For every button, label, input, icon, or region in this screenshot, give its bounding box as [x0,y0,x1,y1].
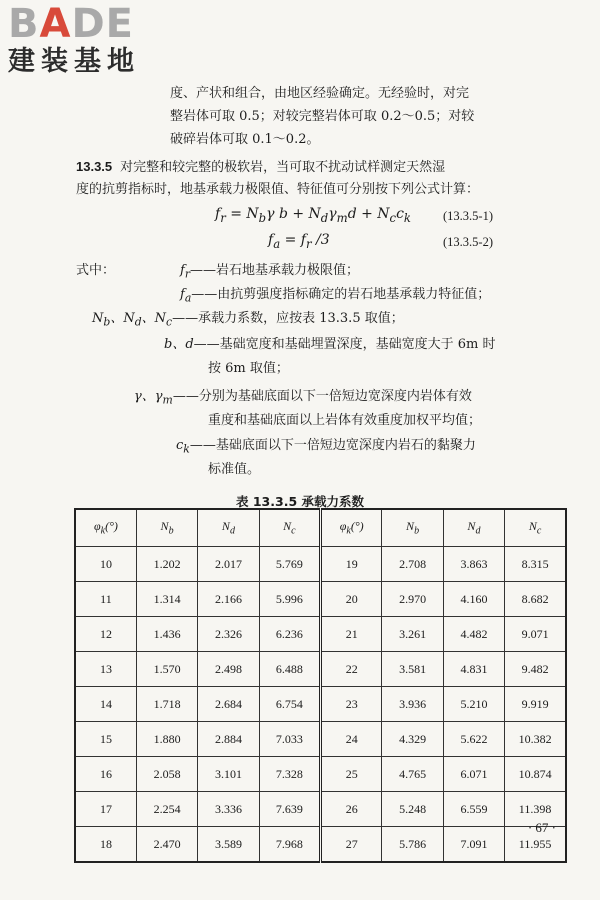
table-cell: 19 [321,547,382,582]
intro-line-2: 整岩体可取 0.5；对较完整岩体可取 0.2～0.5；对较 [170,109,475,124]
table-cell: 6.071 [443,757,504,792]
table-cell: 8.315 [505,547,566,582]
table-cell: 1.202 [136,547,197,582]
table-cell: 2.254 [136,792,197,827]
intro-line-3: 破碎岩体可取 0.1～0.2。 [170,132,320,147]
table-cell: 4.831 [443,652,504,687]
table-cell: 1.718 [136,687,197,722]
section-text-2: 度的抗剪指标时，地基承载力极限值、特征值可分别按下列公式计算： [76,182,480,197]
table-cell: 1.314 [136,582,197,617]
table-cell: 2.166 [198,582,259,617]
where-item-bd-cont: 按 6m 取值； [208,361,289,376]
logo-subtitle: 建装基地 [8,46,140,77]
table-cell: 11 [75,582,136,617]
coefficient-table [74,508,567,863]
where-item-fa: $f_a——$由抗剪强度指标确定的岩石地基承载力特征值； [180,287,491,305]
table-cell: 4.765 [382,757,443,792]
table-cell: 6.754 [259,687,320,722]
table-cell: 9.482 [505,652,566,687]
table-row [75,722,566,757]
table-cell: 2.058 [136,757,197,792]
table-cell: 2.498 [198,652,259,687]
table-cell: 24 [321,722,382,757]
table-cell: 11.955 [505,827,566,863]
where-item-n: $N_b$、$N_d$、$N_c——$承载力系数，应按表 13.3.5 取值； [92,311,404,329]
table-cell: 21 [321,617,382,652]
table-cell: 3.261 [382,617,443,652]
table-cell: 22 [321,652,382,687]
table-header-cell: $N_b$ [136,509,197,547]
where-item-fr: $f_r——$岩石地基承载力极限值； [180,263,360,281]
table-cell: 7.328 [259,757,320,792]
table-cell: 6.559 [443,792,504,827]
table-cell: 2.017 [198,547,259,582]
table-cell: 3.336 [198,792,259,827]
table-cell: 14 [75,687,136,722]
where-item-gamma: γ、$\gamma_m——$分别为基础底面以下一倍短边宽深度内岩体有效 [134,389,472,407]
table-cell: 3.863 [443,547,504,582]
table-cell: 9.919 [505,687,566,722]
table-cell: 9.071 [505,617,566,652]
table-row [75,652,566,687]
formula-1-label: (13.3.5-1) [443,209,493,223]
table-cell: 1.436 [136,617,197,652]
table-header-row [75,509,566,547]
where-item-gamma-cont: 重度和基础底面以上岩体有效重度加权平均值； [208,413,482,428]
table-cell: 3.581 [382,652,443,687]
table-header-cell: $N_d$ [443,509,504,547]
table-header-cell: $N_c$ [505,509,566,547]
table-cell: 3.936 [382,687,443,722]
table-cell: 5.248 [382,792,443,827]
table-cell: 10.874 [505,757,566,792]
table-cell: 4.329 [382,722,443,757]
table-cell: 2.970 [382,582,443,617]
table-cell: 7.091 [443,827,504,863]
table-cell: 7.639 [259,792,320,827]
table-cell: 11.398 [505,792,566,827]
table-cell: 27 [321,827,382,863]
table-cell: 16 [75,757,136,792]
table-row [75,827,566,863]
page-number: · 67 · [527,820,556,835]
table-row [75,547,566,582]
table-cell: 1.880 [136,722,197,757]
table-cell: 3.101 [198,757,259,792]
table-cell: 5.622 [443,722,504,757]
where-item-ck: $c_k——$基础底面以下一倍短边宽深度内岩石的黏聚力 [176,438,476,456]
formula-1: $f_r = N_b\gamma$ $b + N_d\gamma_md + N_cc_k$ [215,206,411,225]
table-cell: 4.482 [443,617,504,652]
table-header-cell: $N_d$ [198,509,259,547]
table-cell: 2.470 [136,827,197,863]
table-cell: 6.236 [259,617,320,652]
table-cell: 15 [75,722,136,757]
table-cell: 10.382 [505,722,566,757]
table-header-cell: $\varphi_k(^\circ)$ [75,509,136,547]
table-cell: 18 [75,827,136,863]
section-heading [76,158,445,177]
intro-line-1: 度、产状和组合，由地区经验确定。无经验时，对完 [170,86,470,101]
table-cell: 17 [75,792,136,827]
table-cell: 4.160 [443,582,504,617]
table-cell: 10 [75,547,136,582]
table-header-cell: $N_c$ [259,509,320,547]
table-cell: 2.684 [198,687,259,722]
table-cell: 12 [75,617,136,652]
table-cell: 3.589 [198,827,259,863]
where-intro: 式中： [76,263,116,278]
formula-2-label: (13.3.5-2) [443,235,493,249]
table-header-cell: $N_b$ [382,509,443,547]
table-cell: 6.488 [259,652,320,687]
table-cell: 5.786 [382,827,443,863]
where-item-bd: b、d——基础宽度和基础埋置深度，基础宽度大于 6m 时 [164,337,496,352]
where-item-ck-cont: 标准值。 [208,462,261,477]
table-cell: 23 [321,687,382,722]
table-row [75,617,566,652]
table-row [75,757,566,792]
table-cell: 25 [321,757,382,792]
table-row [75,792,566,827]
table-cell: 5.210 [443,687,504,722]
table-cell: 26 [321,792,382,827]
table-row [75,687,566,722]
table-cell: 5.996 [259,582,320,617]
section-text-1: 对完整和较完整的极软岩，当可取不扰动试样测定天然湿 [120,160,446,175]
table-cell: 13 [75,652,136,687]
table-cell: 20 [321,582,382,617]
section-number: 13.3.5 [76,159,113,174]
table-cell: 7.033 [259,722,320,757]
table-header-cell: $\varphi_k(^\circ)$ [321,509,382,547]
table-cell: 2.326 [198,617,259,652]
table-cell: 2.708 [382,547,443,582]
logo-wordmark: BADE [8,1,134,47]
table-cell: 5.769 [259,547,320,582]
formula-2: $f_a = f_r$ /3 [268,232,330,251]
table-cell: 8.682 [505,582,566,617]
table-caption: 表 13.3.5 承载力系数 [236,494,364,509]
table-cell: 7.968 [259,827,320,863]
table-cell: 2.884 [198,722,259,757]
table-cell: 1.570 [136,652,197,687]
table-row [75,582,566,617]
brand-logo [8,2,140,78]
